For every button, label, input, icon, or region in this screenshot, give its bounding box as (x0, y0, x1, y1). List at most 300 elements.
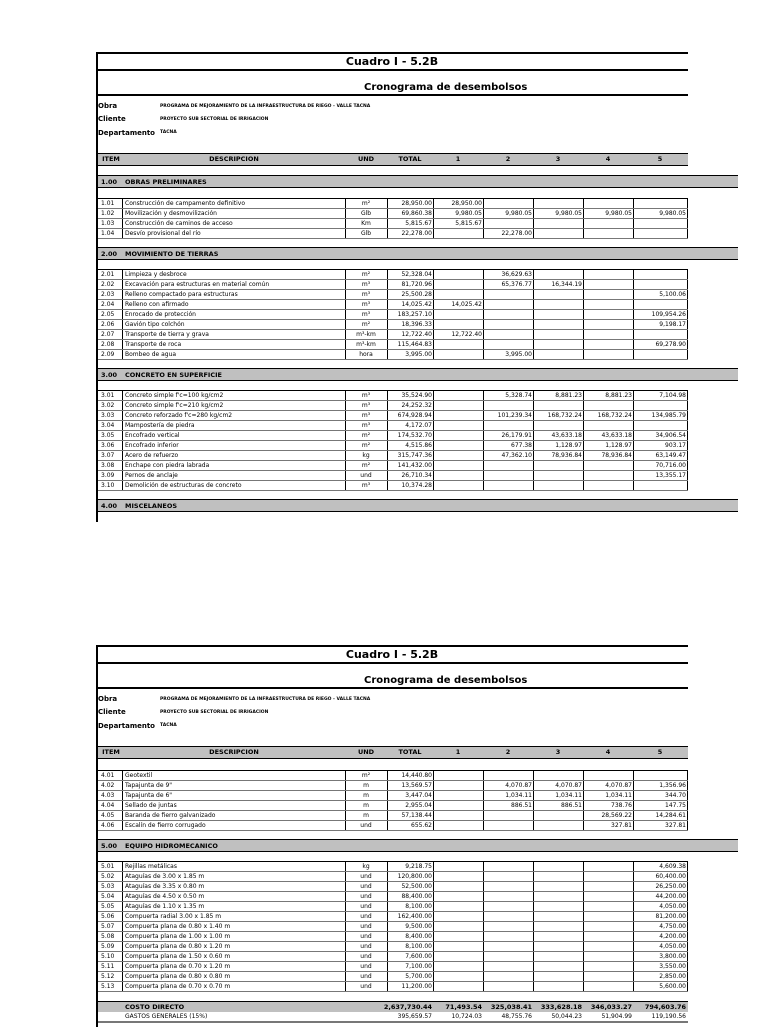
item-code: 1.01 (101, 200, 115, 207)
unit: m³-km (356, 331, 376, 338)
item-code: 4.04 (101, 802, 115, 809)
gastos-4: 51,904.99 (601, 1013, 632, 1020)
month-5: 134,985.79 (651, 412, 686, 419)
month-3: 16,344.19 (551, 281, 582, 288)
month-5: 1,356.96 (659, 782, 686, 789)
gastos-5: 119,190.56 (651, 1013, 686, 1020)
table-row (98, 791, 688, 801)
month-3: 886.51 (561, 802, 582, 809)
obra-value: PROGRAMA DE MEJORAMIENTO DE LA INFRAESTRUCTURA DE RIEGO - VALLE TACNA (160, 697, 371, 702)
item-code: 4.02 (101, 782, 115, 789)
obra-label: Obra (98, 695, 118, 703)
section-code: 4.00 (101, 502, 118, 510)
item-code: 2.09 (101, 351, 115, 358)
description: Sellado de juntas (125, 802, 177, 809)
unit: und (360, 953, 372, 960)
table-row (98, 280, 688, 290)
unit: m³ (361, 281, 371, 288)
col-2: 2 (505, 748, 511, 756)
table-row (98, 229, 688, 239)
description: Acero de refuerzo (125, 452, 179, 459)
month-5: 9,198.17 (659, 321, 686, 328)
table-row (98, 942, 688, 952)
item-code: 3.08 (101, 462, 115, 469)
table-row (98, 350, 688, 360)
table-row (98, 431, 688, 441)
col-descripcion: DESCRIPCION (209, 748, 259, 756)
col-und: UND (357, 155, 375, 163)
total: 115,464.83 (397, 341, 432, 348)
unit: kg (362, 452, 370, 459)
unit: m (363, 812, 369, 819)
description: Construcción de caminos de acceso (125, 220, 233, 227)
month-2: 9,980.05 (505, 210, 532, 217)
total: 12,722.40 (401, 331, 432, 338)
description: Tapajunta de 9" (125, 782, 173, 789)
month-3: 1,128.97 (555, 442, 582, 449)
total: 25,500.28 (401, 291, 432, 298)
total: 35,524.90 (401, 392, 432, 399)
month-5: 903.17 (665, 442, 686, 449)
total: 174,532.70 (397, 432, 432, 439)
month-5: 13,355.17 (655, 472, 686, 479)
cuadro-title: Cuadro I - 5.2B (345, 55, 439, 68)
item-code: 5.02 (101, 873, 115, 880)
table-row (98, 461, 688, 471)
description: Transporte de tierra y grava (125, 331, 209, 338)
description: Construcción de campamento definitivo (125, 200, 246, 207)
month-2: 886.51 (511, 802, 532, 809)
total: 88,400.00 (401, 893, 432, 900)
unit: kg (362, 863, 370, 870)
total: 24,252.32 (401, 402, 432, 409)
month-5: 9,980.05 (659, 210, 686, 217)
item-code: 5.04 (101, 893, 115, 900)
description: Compuerta plana de 1.50 x 0.60 m (125, 953, 231, 960)
item-code: 1.04 (101, 230, 115, 237)
unit: m (363, 792, 369, 799)
unit: m (363, 782, 369, 789)
total: 26,710.34 (401, 472, 432, 479)
unit: m³-km (356, 341, 376, 348)
item-code: 2.01 (101, 271, 115, 278)
item-code: 5.06 (101, 913, 115, 920)
month-3: 1,034.11 (555, 792, 582, 799)
unit: m² (361, 462, 371, 469)
unit: und (360, 893, 372, 900)
costo-1: 71,493.54 (445, 1003, 482, 1011)
total: 52,328.04 (401, 271, 432, 278)
item-code: 5.05 (101, 903, 115, 910)
cut-off-row (98, 1022, 688, 1026)
table-row (98, 811, 688, 821)
description: Enrocado de protección (125, 311, 196, 318)
costo-total: 2,637,730.44 (383, 1003, 432, 1011)
cliente-label: Cliente (98, 708, 126, 716)
total: 69,860.38 (401, 210, 432, 217)
col-item: ITEM (102, 748, 120, 756)
month-5: 14,284.61 (655, 812, 686, 819)
description: Concreto reforzado f'c=280 kg/cm2 (125, 412, 233, 419)
item-code: 4.05 (101, 812, 115, 819)
unit: m² (361, 432, 371, 439)
gastos-generales-row (98, 1012, 688, 1022)
table-row (98, 781, 688, 791)
total: 3,995.00 (405, 351, 432, 358)
costo-4: 346,033.27 (590, 1003, 632, 1011)
total: 655.62 (411, 822, 432, 829)
item-code: 3.02 (101, 402, 115, 409)
month-2: 3,995.00 (505, 351, 532, 358)
month-4: 738.76 (611, 802, 632, 809)
item-code: 2.04 (101, 301, 115, 308)
table-row (98, 441, 688, 451)
unit: m² (361, 271, 371, 278)
month-5: 4,050.00 (659, 903, 686, 910)
description: Baranda de fierro galvanizado (125, 812, 216, 819)
unit: Glb (360, 210, 372, 217)
unit: und (360, 933, 372, 940)
unit: m³ (361, 291, 371, 298)
month-1: 12,722.40 (451, 331, 482, 338)
description: Ataguías de 4.50 x 0.50 m (125, 893, 205, 900)
unit: m (363, 802, 369, 809)
obra-label: Obra (98, 102, 118, 110)
item-code: 1.03 (101, 220, 115, 227)
item-code: 5.11 (101, 963, 115, 970)
col-total: TOTAL (398, 748, 422, 756)
costo-5: 794,603.76 (644, 1003, 686, 1011)
month-2: 36,629.63 (501, 271, 532, 278)
month-3: 9,980.05 (555, 210, 582, 217)
total: 18,396.33 (401, 321, 432, 328)
description: Compuerta plana de 1.00 x 1.00 m (125, 933, 231, 940)
unit: m² (361, 442, 371, 449)
table-row (98, 340, 688, 350)
unit: m³ (361, 412, 371, 419)
table-row (98, 771, 688, 781)
total: 8,100.00 (405, 943, 432, 950)
month-1: 14,025.42 (451, 301, 482, 308)
item-code: 2.08 (101, 341, 115, 348)
subtitle: Cronograma de desembolsos (364, 82, 528, 93)
month-5: 34,906.54 (655, 432, 686, 439)
month-5: 69,278.90 (655, 341, 686, 348)
item-code: 4.03 (101, 792, 115, 799)
table-row (98, 882, 688, 892)
item-code: 5.10 (101, 953, 115, 960)
total: 13,569.57 (401, 782, 432, 789)
description: Geotextil (125, 772, 153, 779)
month-4: 168,732.24 (597, 412, 632, 419)
item-code: 5.08 (101, 933, 115, 940)
unit: Km (361, 220, 371, 227)
item-code: 5.01 (101, 863, 115, 870)
total: 28,950.00 (401, 200, 432, 207)
total: 11,200.00 (401, 983, 432, 990)
description: Movilización y desmovilización (125, 210, 217, 217)
col-und: UND (357, 748, 375, 756)
month-1: 5,815.67 (455, 220, 482, 227)
column-header (98, 746, 688, 759)
total: 14,025.42 (401, 301, 432, 308)
section-title: CONCRETO EN SUPERFICIE (125, 371, 222, 379)
total: 7,100.00 (405, 963, 432, 970)
divider (98, 94, 688, 96)
table-row (98, 290, 688, 300)
col-1: 1 (455, 155, 461, 163)
total: 141,432.00 (397, 462, 432, 469)
gastos-total: 395,659.57 (397, 1013, 432, 1020)
month-3: 8,881.23 (555, 392, 582, 399)
month-5: 81,200.00 (655, 913, 686, 920)
section-title: MISCELANEOS (125, 502, 178, 510)
month-4: 1,034.11 (605, 792, 632, 799)
total: 22,278.00 (401, 230, 432, 237)
month-2: 5,328.74 (505, 392, 532, 399)
month-5: 327.81 (665, 822, 686, 829)
total: 9,218.75 (405, 863, 432, 870)
unit: und (360, 883, 372, 890)
item-code: 5.12 (101, 973, 115, 980)
unit: m³ (361, 402, 371, 409)
month-5: 44,200.00 (655, 893, 686, 900)
month-5: 2,850.00 (659, 973, 686, 980)
description: Compuerta plana de 0.80 x 1.20 m (125, 943, 231, 950)
month-3: 168,732.24 (547, 412, 582, 419)
table-row (98, 982, 688, 992)
table-row (98, 862, 688, 872)
table-row (98, 209, 688, 219)
table-row (98, 219, 688, 229)
total: 52,500.00 (401, 883, 432, 890)
total: 3,447.04 (405, 792, 432, 799)
month-5: 4,609.38 (659, 863, 686, 870)
cuadro-title: Cuadro I - 5.2B (345, 648, 439, 661)
month-5: 5,600.00 (659, 983, 686, 990)
gastos-label: GASTOS GENERALES (15%) (125, 1013, 208, 1020)
item-code: 3.07 (101, 452, 115, 459)
total: 183,257.10 (397, 311, 432, 318)
unit: und (360, 822, 372, 829)
description: Relleno con afirmado (125, 301, 189, 308)
unit: m² (361, 772, 371, 779)
item-code: 3.06 (101, 442, 115, 449)
month-5: 109,954.26 (651, 311, 686, 318)
item-code: 1.02 (101, 210, 115, 217)
description: Compuerta radial 3.00 x 1.85 m (125, 913, 222, 920)
table-row (98, 922, 688, 932)
table-row (98, 872, 688, 882)
section-header (98, 499, 738, 512)
total: 4,172.07 (405, 422, 432, 429)
unit: m³ (361, 301, 371, 308)
month-2: 65,376.77 (501, 281, 532, 288)
description: Desvío provisional del río (125, 230, 201, 237)
unit: m³ (361, 392, 371, 399)
section-code: 3.00 (101, 371, 118, 379)
description: Encofrado vertical (125, 432, 180, 439)
description: Bombeo de agua (125, 351, 177, 358)
description: Pernos de anclaje (125, 472, 178, 479)
total: 10,374.28 (401, 482, 432, 489)
table-row (98, 310, 688, 320)
month-5: 3,800.00 (659, 953, 686, 960)
item-code: 2.06 (101, 321, 115, 328)
description: Compuerta plana de 0.80 x 1.40 m (125, 923, 231, 930)
col-1: 1 (455, 748, 461, 756)
description: Escalín de fierro corrugado (125, 822, 206, 829)
items-table (98, 198, 688, 239)
table-row (98, 902, 688, 912)
costo-3: 333,628.18 (540, 1003, 582, 1011)
unit: hora (359, 351, 373, 358)
month-2: 1,034.11 (505, 792, 532, 799)
items-table (98, 861, 688, 992)
description: Tapajunta de 6" (125, 792, 173, 799)
section-header (98, 175, 738, 188)
unit: und (360, 903, 372, 910)
table-row (98, 932, 688, 942)
total: 5,700.00 (405, 973, 432, 980)
cliente-value: PROYECTO SUB SECTORIAL DE IRRIGACION (160, 117, 269, 122)
month-5: 4,750.00 (659, 923, 686, 930)
item-code: 2.07 (101, 331, 115, 338)
total: 5,815.67 (405, 220, 432, 227)
month-2: 22,278.00 (501, 230, 532, 237)
unit: und (360, 873, 372, 880)
description: Ataguías de 3.00 x 1.85 m (125, 873, 205, 880)
section-title: OBRAS PRELIMINARES (125, 178, 207, 186)
section-header (98, 368, 738, 381)
items-table (98, 269, 688, 360)
table-row (98, 270, 688, 280)
section-header (98, 839, 738, 852)
unit: m³ (361, 311, 371, 318)
month-5: 63,149.47 (655, 452, 686, 459)
item-code: 3.09 (101, 472, 115, 479)
unit: m³ (361, 482, 371, 489)
item-code: 5.07 (101, 923, 115, 930)
table-row (98, 411, 688, 421)
month-2: 4,070.87 (505, 782, 532, 789)
total: 2,955.04 (405, 802, 432, 809)
month-4: 327.81 (611, 822, 632, 829)
item-code: 3.01 (101, 392, 115, 399)
month-5: 344.70 (665, 792, 686, 799)
costo-directo-row (98, 1001, 688, 1012)
unit: und (360, 913, 372, 920)
month-5: 147.75 (665, 802, 686, 809)
unit: m² (361, 321, 371, 328)
obra-value: PROGRAMA DE MEJORAMIENTO DE LA INFRAESTRUCTURA DE RIEGO - VALLE TACNA (160, 104, 371, 109)
section-header (98, 247, 738, 260)
month-4: 43,633.18 (601, 432, 632, 439)
month-5: 5,100.06 (659, 291, 686, 298)
month-4: 78,936.84 (601, 452, 632, 459)
col-5: 5 (657, 155, 663, 163)
month-5: 4,050.00 (659, 943, 686, 950)
month-1: 28,950.00 (451, 200, 482, 207)
total: 4,515.86 (405, 442, 432, 449)
month-4: 9,980.05 (605, 210, 632, 217)
unit: und (360, 973, 372, 980)
gastos-1: 10,724.03 (451, 1013, 482, 1020)
month-1: 9,980.05 (455, 210, 482, 217)
description: Concreto simple f'c=100 kg/cm2 (125, 392, 224, 399)
gastos-3: 50,044.23 (551, 1013, 582, 1020)
description: Demolición de estructuras de concreto (125, 482, 242, 489)
item-code: 2.03 (101, 291, 115, 298)
table-row (98, 471, 688, 481)
table-row (98, 330, 688, 340)
table-row (98, 199, 688, 209)
costo-2: 325,038.41 (490, 1003, 532, 1011)
divider (98, 662, 688, 664)
total: 81,720.96 (401, 281, 432, 288)
total: 8,400.00 (405, 933, 432, 940)
item-code: 5.03 (101, 883, 115, 890)
month-4: 28,569.22 (601, 812, 632, 819)
departamento-value: TACNA (160, 723, 177, 728)
col-2: 2 (505, 155, 511, 163)
divider (98, 69, 688, 71)
table-row (98, 391, 688, 401)
col-5: 5 (657, 748, 663, 756)
month-2: 101,239.34 (497, 412, 532, 419)
month-5: 70,716.00 (655, 462, 686, 469)
description: Enchape con piedra labrada (125, 462, 210, 469)
table-row (98, 892, 688, 902)
month-5: 26,250.00 (655, 883, 686, 890)
description: Ataguías de 1.10 x 1.35 m (125, 903, 205, 910)
table-row (98, 821, 688, 831)
table-row (98, 972, 688, 982)
section-code: 2.00 (101, 250, 118, 258)
month-3: 4,070.87 (555, 782, 582, 789)
item-code: 2.05 (101, 311, 115, 318)
col-4: 4 (605, 155, 611, 163)
item-code: 5.09 (101, 943, 115, 950)
gastos-2: 48,755.76 (501, 1013, 532, 1020)
table-row (98, 481, 688, 491)
description: Concreto simple f'c=210 kg/cm2 (125, 402, 224, 409)
description: Transporte de roca (125, 341, 182, 348)
unit: m² (361, 200, 371, 207)
total: 57,138.44 (401, 812, 432, 819)
unit: m³ (361, 422, 371, 429)
month-4: 8,881.23 (605, 392, 632, 399)
item-code: 3.03 (101, 412, 115, 419)
cliente-label: Cliente (98, 115, 126, 123)
total: 9,500.00 (405, 923, 432, 930)
description: Mampostería de piedra (125, 422, 195, 429)
total: 674,928.94 (397, 412, 432, 419)
item-code: 4.06 (101, 822, 115, 829)
section-title: MOVIMIENTO DE TIERRAS (125, 250, 219, 258)
total: 120,800.00 (397, 873, 432, 880)
total: 8,100.00 (405, 903, 432, 910)
table-row (98, 912, 688, 922)
description: Encofrado inferior (125, 442, 179, 449)
description: Compuerta plana de 0.70 x 1.20 m (125, 963, 231, 970)
unit: und (360, 472, 372, 479)
item-code: 5.13 (101, 983, 115, 990)
table-row (98, 962, 688, 972)
items-table (98, 390, 688, 491)
description: Ataguías de 3.35 x 0.80 m (125, 883, 205, 890)
month-5: 7,104.98 (659, 392, 686, 399)
